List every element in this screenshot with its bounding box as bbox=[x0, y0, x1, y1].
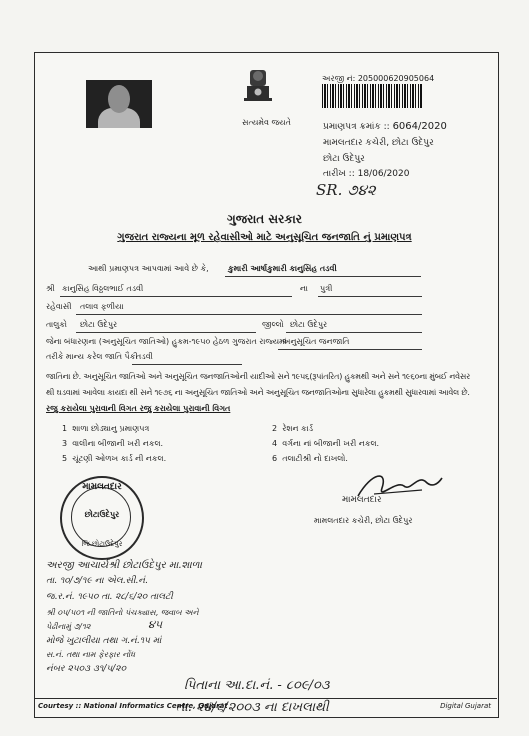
document-text: તલાટીશ્રી નો દાખલો. bbox=[282, 454, 348, 463]
document-item bbox=[272, 454, 348, 464]
relation-underline bbox=[318, 296, 422, 297]
document-item bbox=[62, 454, 166, 464]
application-number-value: 205000620905064 bbox=[357, 74, 435, 83]
father-underline bbox=[60, 296, 292, 297]
seal-middle-text: છોટાઉદેપુર bbox=[84, 510, 120, 519]
taluka-value: છોટા ઉદેપુર bbox=[80, 320, 118, 329]
resident-underline bbox=[76, 314, 422, 315]
relation-connector: ના bbox=[300, 284, 308, 293]
recognized-label: તરીકે માન્ય કરેલ જાતિ પૈકી bbox=[46, 352, 138, 361]
handwritten-note-line2: તા. ૨૪/૬/૨૦૦૩ ના દાખલાથી bbox=[176, 700, 329, 715]
issuing-office: મામલતદાર કચેરી, છોટા ઉદેપુર bbox=[323, 138, 434, 148]
stamp-line-8: નંબર ૨૫૦૩ ૩૧/૫/૨૦ bbox=[46, 664, 126, 674]
district-value: છોટા ઉદેપુર bbox=[290, 320, 328, 329]
document-text: ચૂંટણી ઓળખ કાર્ડ ની નકલ. bbox=[72, 454, 167, 463]
stamp-value: ૪૫ bbox=[148, 618, 163, 631]
applicant-photo bbox=[86, 80, 152, 128]
signatory-office: મામલતદાર કચેરી, છોટા ઉદેપુર bbox=[314, 516, 413, 525]
stamp-line-1: અરજી આચાર્યશ્રી છોટાઉદેપુર મા.શાળા bbox=[46, 560, 202, 571]
taluka-underline bbox=[76, 332, 256, 333]
legal-paragraph-line2: થી ઘડવામાં આવેલા કાયદા થી સને ૧૯૭૬ ના અનુસૂચિત જાતિઓ અને અનુસૂચિત જનજાતિઓના સુધારેલા હુકમથી સુધારવામાં આવેલ છે. bbox=[46, 388, 470, 397]
certificate-subtitle: ગુજરાત રાજ્યના મૂળ રહેવાસીઓ માટે અનુસૂચિત જનજાતિ નું પ્રમાણપત્ર bbox=[117, 232, 412, 243]
footer-brand: Digital Gujarat bbox=[440, 702, 491, 710]
document-number: 5 bbox=[62, 454, 68, 463]
stamp-line-6: મોજે ખુટાલીયા તથા ગ.નં.૧૫ માં bbox=[46, 636, 162, 646]
resident-label: રહેવાસી bbox=[46, 302, 72, 311]
intro-text: આથી પ્રમાણપત્ર આપવામાં આવે છે કે, bbox=[88, 264, 209, 273]
caste-order-text: જેના બંધારણના (અનુસૂચિત જાતિઓ) હુકમ-૧૯૫૦ હેઠળ ગુજરાત રાજ્યમાં bbox=[46, 337, 287, 346]
document-number: 3 bbox=[62, 439, 68, 448]
barcode bbox=[322, 84, 422, 108]
legal-paragraph-line1: જાતિના છે. અનુસૂચિત જાતિઓ અને અનુસૂચિત જનજાતિઓની યાદીઓ સને ૧૯૫૬(રૂપાંતરિત) હુકમથી અને સને ૧૯૬૦ના મુંબઈ નવેસર bbox=[46, 372, 471, 381]
document-number: 1 bbox=[62, 424, 68, 433]
government-title: ગુજરાત સરકાર bbox=[227, 212, 302, 226]
district-underline bbox=[286, 332, 422, 333]
footer-courtesy: Courtesy :: National Informatics Centre, Gujarat bbox=[38, 702, 228, 710]
recognized-value: તડવી bbox=[136, 352, 153, 361]
issue-date-value: 18/06/2020 bbox=[357, 169, 410, 179]
document-text: વાલીના બીજાની ખરી નકલ. bbox=[72, 439, 164, 448]
stamp-line-2: તા. ૧૦/૭/૧૯ ના એલ.સી.નં. bbox=[46, 576, 148, 586]
document-text: શાળા છોડ્યાનુ પ્રમાણપત્ર bbox=[72, 424, 150, 433]
relation: પુત્રી bbox=[320, 284, 333, 293]
applicant-name: કુમારી આર્ષાકુમારી કાનુસિંહ તડવી bbox=[228, 264, 337, 273]
photo-face bbox=[108, 85, 130, 113]
office-seal bbox=[60, 476, 144, 560]
certificate-number-value: 6064/2020 bbox=[392, 121, 447, 132]
certificate-sheet bbox=[34, 52, 499, 718]
father-name: કાનુસિંહ વિઠ્ઠલભાઈ તડવી bbox=[62, 284, 144, 293]
seal-bottom-text: જિ.છોટાઉદેપુર bbox=[81, 540, 123, 548]
certificate-number-label: પ્રમાણપત્ર ક્રમાંક :: bbox=[323, 122, 390, 132]
father-label: શ્રી bbox=[46, 284, 55, 293]
document-item bbox=[62, 424, 149, 434]
application-number-label: અરજી નં: bbox=[322, 74, 356, 83]
stamp-line-7: સ.નં. તથા નામ ફેરફાર નોંધ bbox=[46, 650, 136, 659]
document-number: 4 bbox=[272, 439, 278, 448]
certificate-number bbox=[323, 121, 447, 132]
handwritten-serial: SR. ૭૪૨ bbox=[316, 181, 376, 199]
signatory-title: મામલતદાર bbox=[342, 495, 382, 505]
issue-date-label: તારીખ :: bbox=[323, 169, 355, 179]
documents-heading: રજુ કરાયેલા પુરાવાની વિગત રજુ કરાયેલા પુરાવાની વિગત bbox=[46, 404, 231, 413]
caste-underline bbox=[278, 349, 422, 350]
document-text: વર્ગના નાં બીજાની ખરી નકલ. bbox=[282, 439, 380, 448]
resident-value: તલાવ ફળીયા bbox=[80, 302, 124, 311]
issuing-place: છોટા ઉદેપુર bbox=[323, 154, 365, 164]
document-text: રેશન કાર્ડ bbox=[282, 424, 313, 433]
caste-value: અનુસૂચિત જનજાતિ bbox=[282, 337, 350, 346]
taluka-label: તાલુકો bbox=[46, 320, 67, 329]
document-item bbox=[62, 439, 163, 449]
emblem-caption: સત્યમેવ જયતે bbox=[242, 118, 291, 127]
document-item bbox=[272, 439, 379, 449]
handwritten-note-line1: પિતાના આ.દા.નં. - ૮૦૯/૦૩ bbox=[184, 678, 330, 693]
stamp-line-5: પેઢીનામું ૭/૧૨ bbox=[46, 622, 91, 631]
footer-bar bbox=[34, 698, 497, 717]
document-item bbox=[272, 424, 313, 434]
application-number bbox=[322, 74, 434, 84]
issue-date bbox=[323, 169, 409, 179]
district-label: જીલ્લો bbox=[262, 320, 284, 329]
seal-top-text: મામલતદાર bbox=[82, 482, 122, 492]
name-underline bbox=[225, 276, 421, 277]
document-number: 6 bbox=[272, 454, 278, 463]
stamp-line-4: શ્રી ૦૫/૫૦૧ ની જાતિનો પંચક્યાસ, જવાબ અને bbox=[46, 608, 199, 617]
document-number: 2 bbox=[272, 424, 278, 433]
stamp-line-3: જ.ર.નં. ૧૯૫૦ તા. ૨૮/૬/૨૦ તાલટી bbox=[46, 592, 173, 602]
recognized-underline bbox=[132, 364, 242, 365]
national-emblem-icon bbox=[238, 66, 278, 118]
